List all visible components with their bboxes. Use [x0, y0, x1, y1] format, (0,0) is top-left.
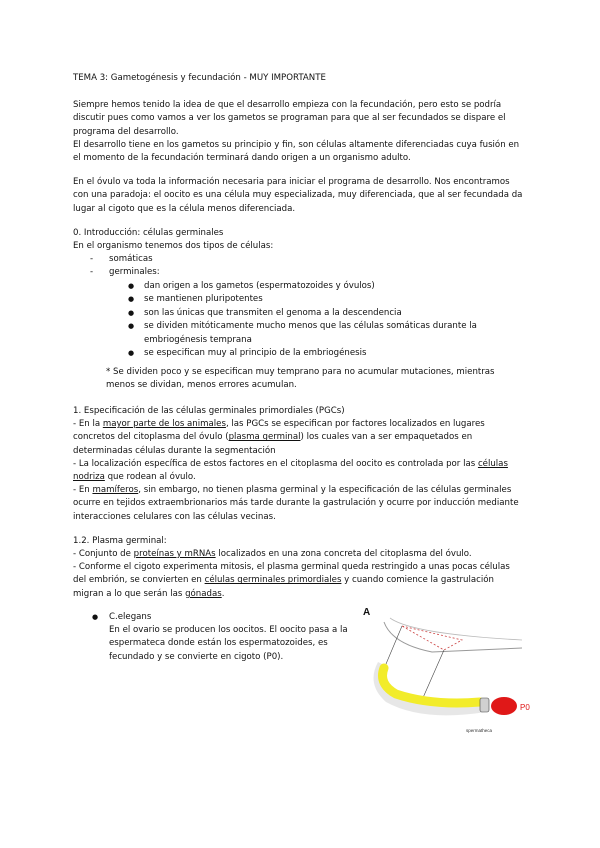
zygote-p0 [491, 697, 517, 715]
link-celulas-germinales-primordiales: células germinales primordiales [204, 575, 342, 586]
note-mutations: * Se dividen poco y se especifican muy temprano para no acumular mutaciones, mientras menos se dividan, menos errores acumulan. [106, 367, 495, 391]
section-0-intro: En el organismo tenemos dos tipos de células: [73, 241, 274, 251]
celegans-gonad-figure [362, 604, 532, 739]
gonad-diagram [362, 604, 532, 739]
section-1-paragraph-1: - En la mayor parte de los animales, las PGCs se especifican por factores localizados en lugares concretos del citoplasma del óvulo (plasma germinal) los cuales van a ser empaquetados en determinadas células durante la segmentación [73, 419, 485, 456]
germ-cell-points [128, 280, 528, 360]
list-item: ● se especifican muy al principio de la embriogénesis [128, 348, 367, 359]
cell-types-list [90, 253, 160, 280]
list-item: ● son las únicas que transmiten el genoma a la descendencia [128, 307, 402, 318]
page-title: TEMA 3: Gametogénesis y fecundación - MUY IMPORTANTE [73, 73, 326, 83]
section-0-heading: 0. Introducción: células germinales [73, 228, 224, 238]
zoom-line [386, 626, 402, 664]
list-item: - somáticas [90, 254, 153, 264]
link-celulas-nodriza: células nodriza [73, 459, 508, 483]
list-item: ● se mantienen pluripotentes [128, 294, 263, 305]
celegans-title: C.elegans [109, 612, 152, 622]
section-1-2-paragraph-2: - Conforme el cigoto experimenta mitosis, el plasma germinal queda restringido a unas pocas células del embrión, se convierten en células germinales primordiales y cuando comience la gastrulación migran a lo que serán las gónadas. [73, 562, 510, 599]
section-1-paragraph-3: - En mamíferos, sin embargo, no tienen plasma germinal y la especificación de las células germinales ocurre en tejidos extraembrionarios más tarde durante la gastrulación y ocurre por inducción mediante interacciones celulares con las células vecinas. [73, 485, 519, 522]
gonad-outline [384, 622, 522, 652]
section-1-2-paragraph-1: - Conjunto de proteínas y mRNAs localizados en una zona concreta del citoplasma del óvulo. [73, 549, 472, 559]
list-item: ● se dividen mitóticamente mucho menos que las células somáticas durante la embriogénesis temprana [128, 321, 477, 345]
link-mamiferos: mamíferos [92, 485, 139, 495]
bullet-icon: ● [92, 613, 99, 621]
link-plasma-germinal: plasma germinal [228, 432, 301, 443]
spermatheca [480, 698, 489, 712]
section-1-heading: 1. Especificación de las células germinales primordiales (PGCs) [73, 406, 345, 416]
zoom-line [422, 650, 444, 700]
paragraph-paradox: En el óvulo va toda la información necesaria para iniciar el programa de desarrollo. Nos encontramos con una paradoja: el oocito es una célula muy especializada, muy diferenciada, que al ser fecundada da lugar al cigoto que es la célula menos diferenciada. [73, 177, 523, 214]
link-gonadas: gónadas [185, 588, 222, 599]
germ-cells [383, 668, 481, 703]
gonad-outline [390, 618, 522, 640]
link-mayor-parte: mayor parte de los animales [102, 419, 226, 429]
section-1-2-heading: 1.2. Plasma germinal: [73, 536, 167, 546]
paragraph-intro: Siempre hemos tenido la idea de que el desarrollo empieza con la fecundación, pero esto se podría discutir pues como vamos a ver los gametos se programan para que al ser fecundados se dispare el programa del desarrollo. [73, 100, 506, 137]
section-1-paragraph-2: - La localización específica de estos factores en el citoplasma del oocito es controlada por las células nodriza que rodean al óvulo. [73, 459, 508, 483]
list-item: - germinales: [90, 267, 160, 278]
figure-caption: spermatheca [466, 728, 493, 733]
celegans-text: En el ovario se producen los oocitos. El oocito pasa a la espermateca donde están los espermatozoides, es fecundado y se convierte en cigoto (P0). [109, 625, 348, 662]
link-proteinas: proteínas y mRNAs [133, 549, 216, 559]
p0-label: P0 [520, 703, 530, 712]
panel-label: A [363, 607, 371, 618]
list-item: ● dan origen a los gametos (espermatozoides y óvulos) [128, 281, 375, 291]
paragraph-gametes: El desarrollo tiene en los gametos su principio y fin, son células altamente diferenciadas cuya fusión en el momento de la fecundación terminará dando origen a un organismo adulto. [73, 140, 520, 164]
